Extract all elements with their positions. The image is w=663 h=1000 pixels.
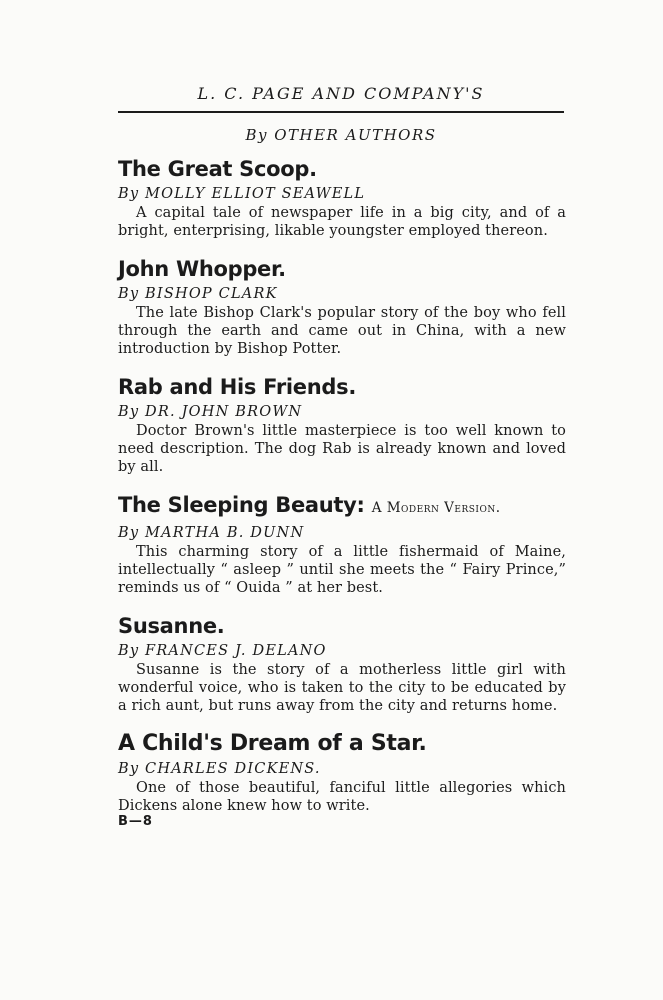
book-description: The late Bishop Clark's popular story of the boy who fell through the earth and came out in China, with a new introduction by Bishop Potter. xyxy=(118,305,566,357)
book-description: One of those beautiful, fanciful little allegories which Dickens alone knew how to write. xyxy=(118,780,566,814)
book-author: By MARTHA B. DUNN xyxy=(118,525,305,541)
book-description: A capital tale of newspaper life in a big city, and of a bright, enterprising, likable youngster employed thereon. xyxy=(118,205,566,239)
book-author: By MOLLY ELLIOT SEAWELL xyxy=(118,186,366,202)
book-description: This charming story of a little fishermaid of Maine, intellectually “ asleep ” until she meets the “ Fairy Prince,” reminds us of “ Ouida ” at her best. xyxy=(118,544,566,596)
book-title-text: The Great Scoop. xyxy=(118,157,317,181)
book-title-text: Susanne. xyxy=(118,614,225,638)
book-description: Susanne is the story of a motherless little girl with wonderful voice, who is taken to the city to be educated by a rich aunt, but runs away from the city and returns home. xyxy=(118,662,566,714)
book-title-text: A Child's Dream of a Star. xyxy=(118,731,427,756)
book-title-text: John Whopper. xyxy=(118,257,286,281)
page-number: B—8 xyxy=(118,814,153,829)
book-entry xyxy=(118,611,566,715)
book-entry xyxy=(118,154,566,240)
book-entry xyxy=(118,372,566,476)
header-rule xyxy=(118,111,564,113)
book-author: By CHARLES DICKENS. xyxy=(118,761,321,777)
running-header: L. C. PAGE AND COMPANY'S xyxy=(197,84,485,103)
book-title xyxy=(118,611,566,641)
section-heading: By OTHER AUTHORS xyxy=(245,126,437,144)
book-title xyxy=(118,254,566,284)
book-title xyxy=(118,154,566,184)
book-entry xyxy=(118,254,566,358)
book-title-text: Rab and His Friends. xyxy=(118,375,356,399)
book-title xyxy=(118,729,566,759)
book-author: By FRANCES J. DELANO xyxy=(118,643,327,659)
book-subtitle: A Modern Version. xyxy=(371,500,501,516)
book-entry xyxy=(118,729,566,815)
book-title xyxy=(118,490,566,523)
book-entry xyxy=(118,490,566,597)
book-title xyxy=(118,372,566,402)
book-entries-list xyxy=(118,154,566,829)
book-author: By DR. JOHN BROWN xyxy=(118,404,303,420)
book-title-text: The Sleeping Beauty: xyxy=(118,493,365,517)
book-author: By BISHOP CLARK xyxy=(118,286,278,302)
book-description: Doctor Brown's little masterpiece is too well known to need description. The dog Rab is already known and loved by all. xyxy=(118,423,566,475)
